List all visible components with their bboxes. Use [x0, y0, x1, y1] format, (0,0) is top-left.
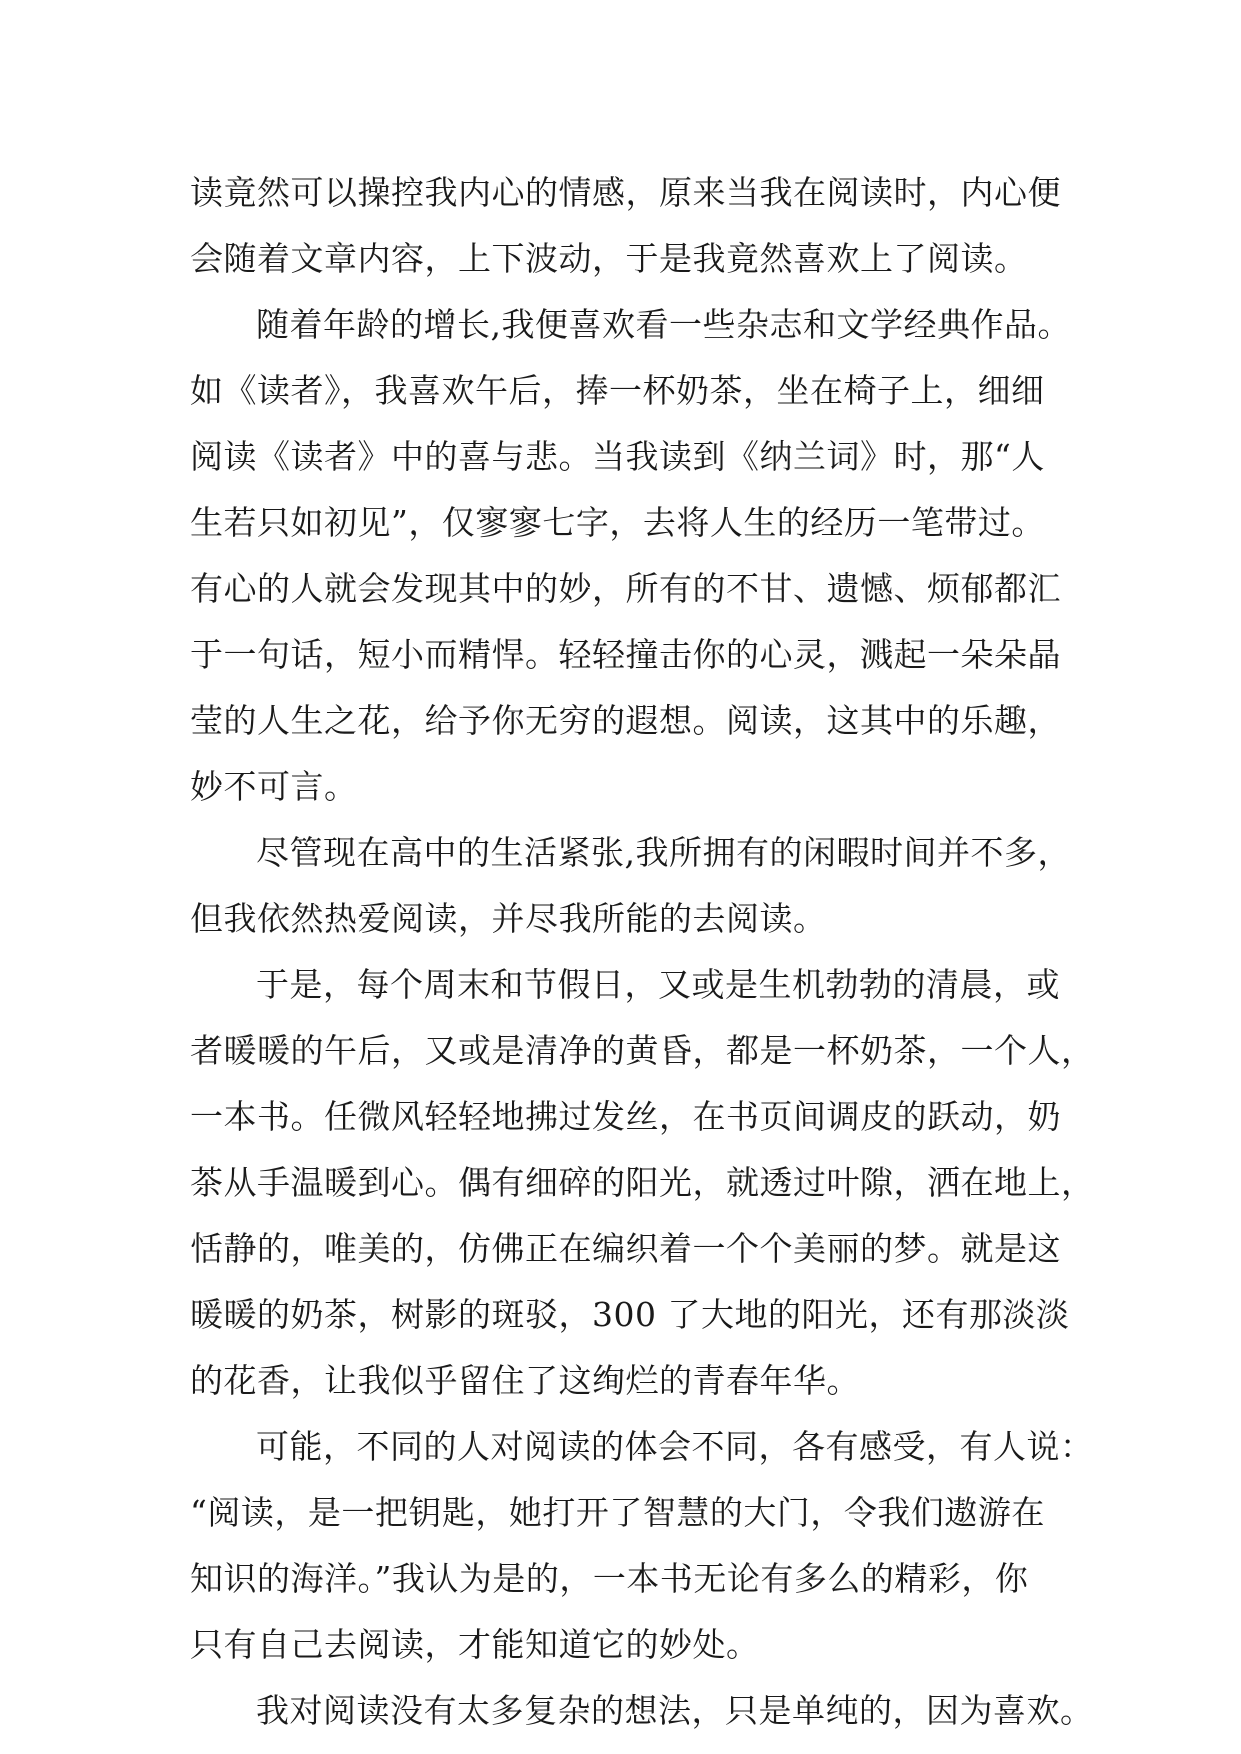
body-text: [190, 160, 1095, 1744]
text-line: 的花香，让我似乎留住了这绚烂的青春年华。: [190, 1361, 860, 1400]
text-line: 妙不可言。: [190, 767, 358, 806]
text-line: 阅读《读者》中的喜与悲。当我读到《纳兰词》时，那“人: [190, 437, 1045, 476]
text-line: 生若只如初见”，仅寥寥七字，去将人生的经历一笔带过。: [190, 503, 1045, 542]
text-line: 读竟然可以操控我内心的情感，原来当我在阅读时，内心便: [190, 173, 1061, 212]
text-line: 茶从手温暖到心。偶有细碎的阳光，就透过叶隙，洒在地上，: [190, 1163, 1095, 1202]
paragraph-start-line: 于是，每个周末和节假日，又或是生机勃勃的清晨，或: [256, 965, 1060, 1004]
text-line: 会随着文章内容，上下波动，于是我竟然喜欢上了阅读。: [190, 239, 1028, 278]
paragraph-start-line: 我对阅读没有太多复杂的想法，只是单纯的，因为喜欢。: [256, 1691, 1094, 1730]
text-line: “阅读，是一把钥匙，她打开了智慧的大门，令我们遨游在: [190, 1493, 1045, 1532]
text-line: 莹的人生之花，给予你无穷的遐想。阅读，这其中的乐趣，: [190, 701, 1061, 740]
text-line: 暖暖的奶茶，树影的斑驳，300 了大地的阳光，还有那淡淡: [190, 1295, 1070, 1334]
text-line: 如《读者》，我喜欢午后，捧一杯奶茶，坐在椅子上，细细: [190, 371, 1045, 410]
paragraph-start-line: 尽管现在高中的生活紧张,我所拥有的闲暇时间并不多，: [256, 833, 1071, 872]
text-line: 于一句话，短小而精悍。轻轻撞击你的心灵，溅起一朵朵晶: [190, 635, 1061, 674]
text-line: 一本书。任微风轻轻地拂过发丝，在书页间调皮的跃动，奶: [190, 1097, 1061, 1136]
paragraph-start-line: 可能，不同的人对阅读的体会不同，各有感受，有人说：: [256, 1427, 1094, 1466]
paragraph-start-line: 随着年龄的增长,我便喜欢看一些杂志和文学经典作品。: [256, 305, 1071, 344]
text-line: 知识的海洋。”我认为是的，一本书无论有多么的精彩，你: [190, 1559, 1029, 1598]
text-line: 恬静的，唯美的，仿佛正在编织着一个个美丽的梦。就是这: [190, 1229, 1061, 1268]
text-line: 有心的人就会发现其中的妙，所有的不甘、遗憾、烦郁都汇: [190, 569, 1061, 608]
text-line: 只有自己去阅读，才能知道它的妙处。: [190, 1625, 760, 1664]
text-line: 者暖暖的午后，又或是清净的黄昏，都是一杯奶茶，一个人，: [190, 1031, 1095, 1070]
text-line: 但我依然热爱阅读，并尽我所能的去阅读。: [190, 899, 827, 938]
